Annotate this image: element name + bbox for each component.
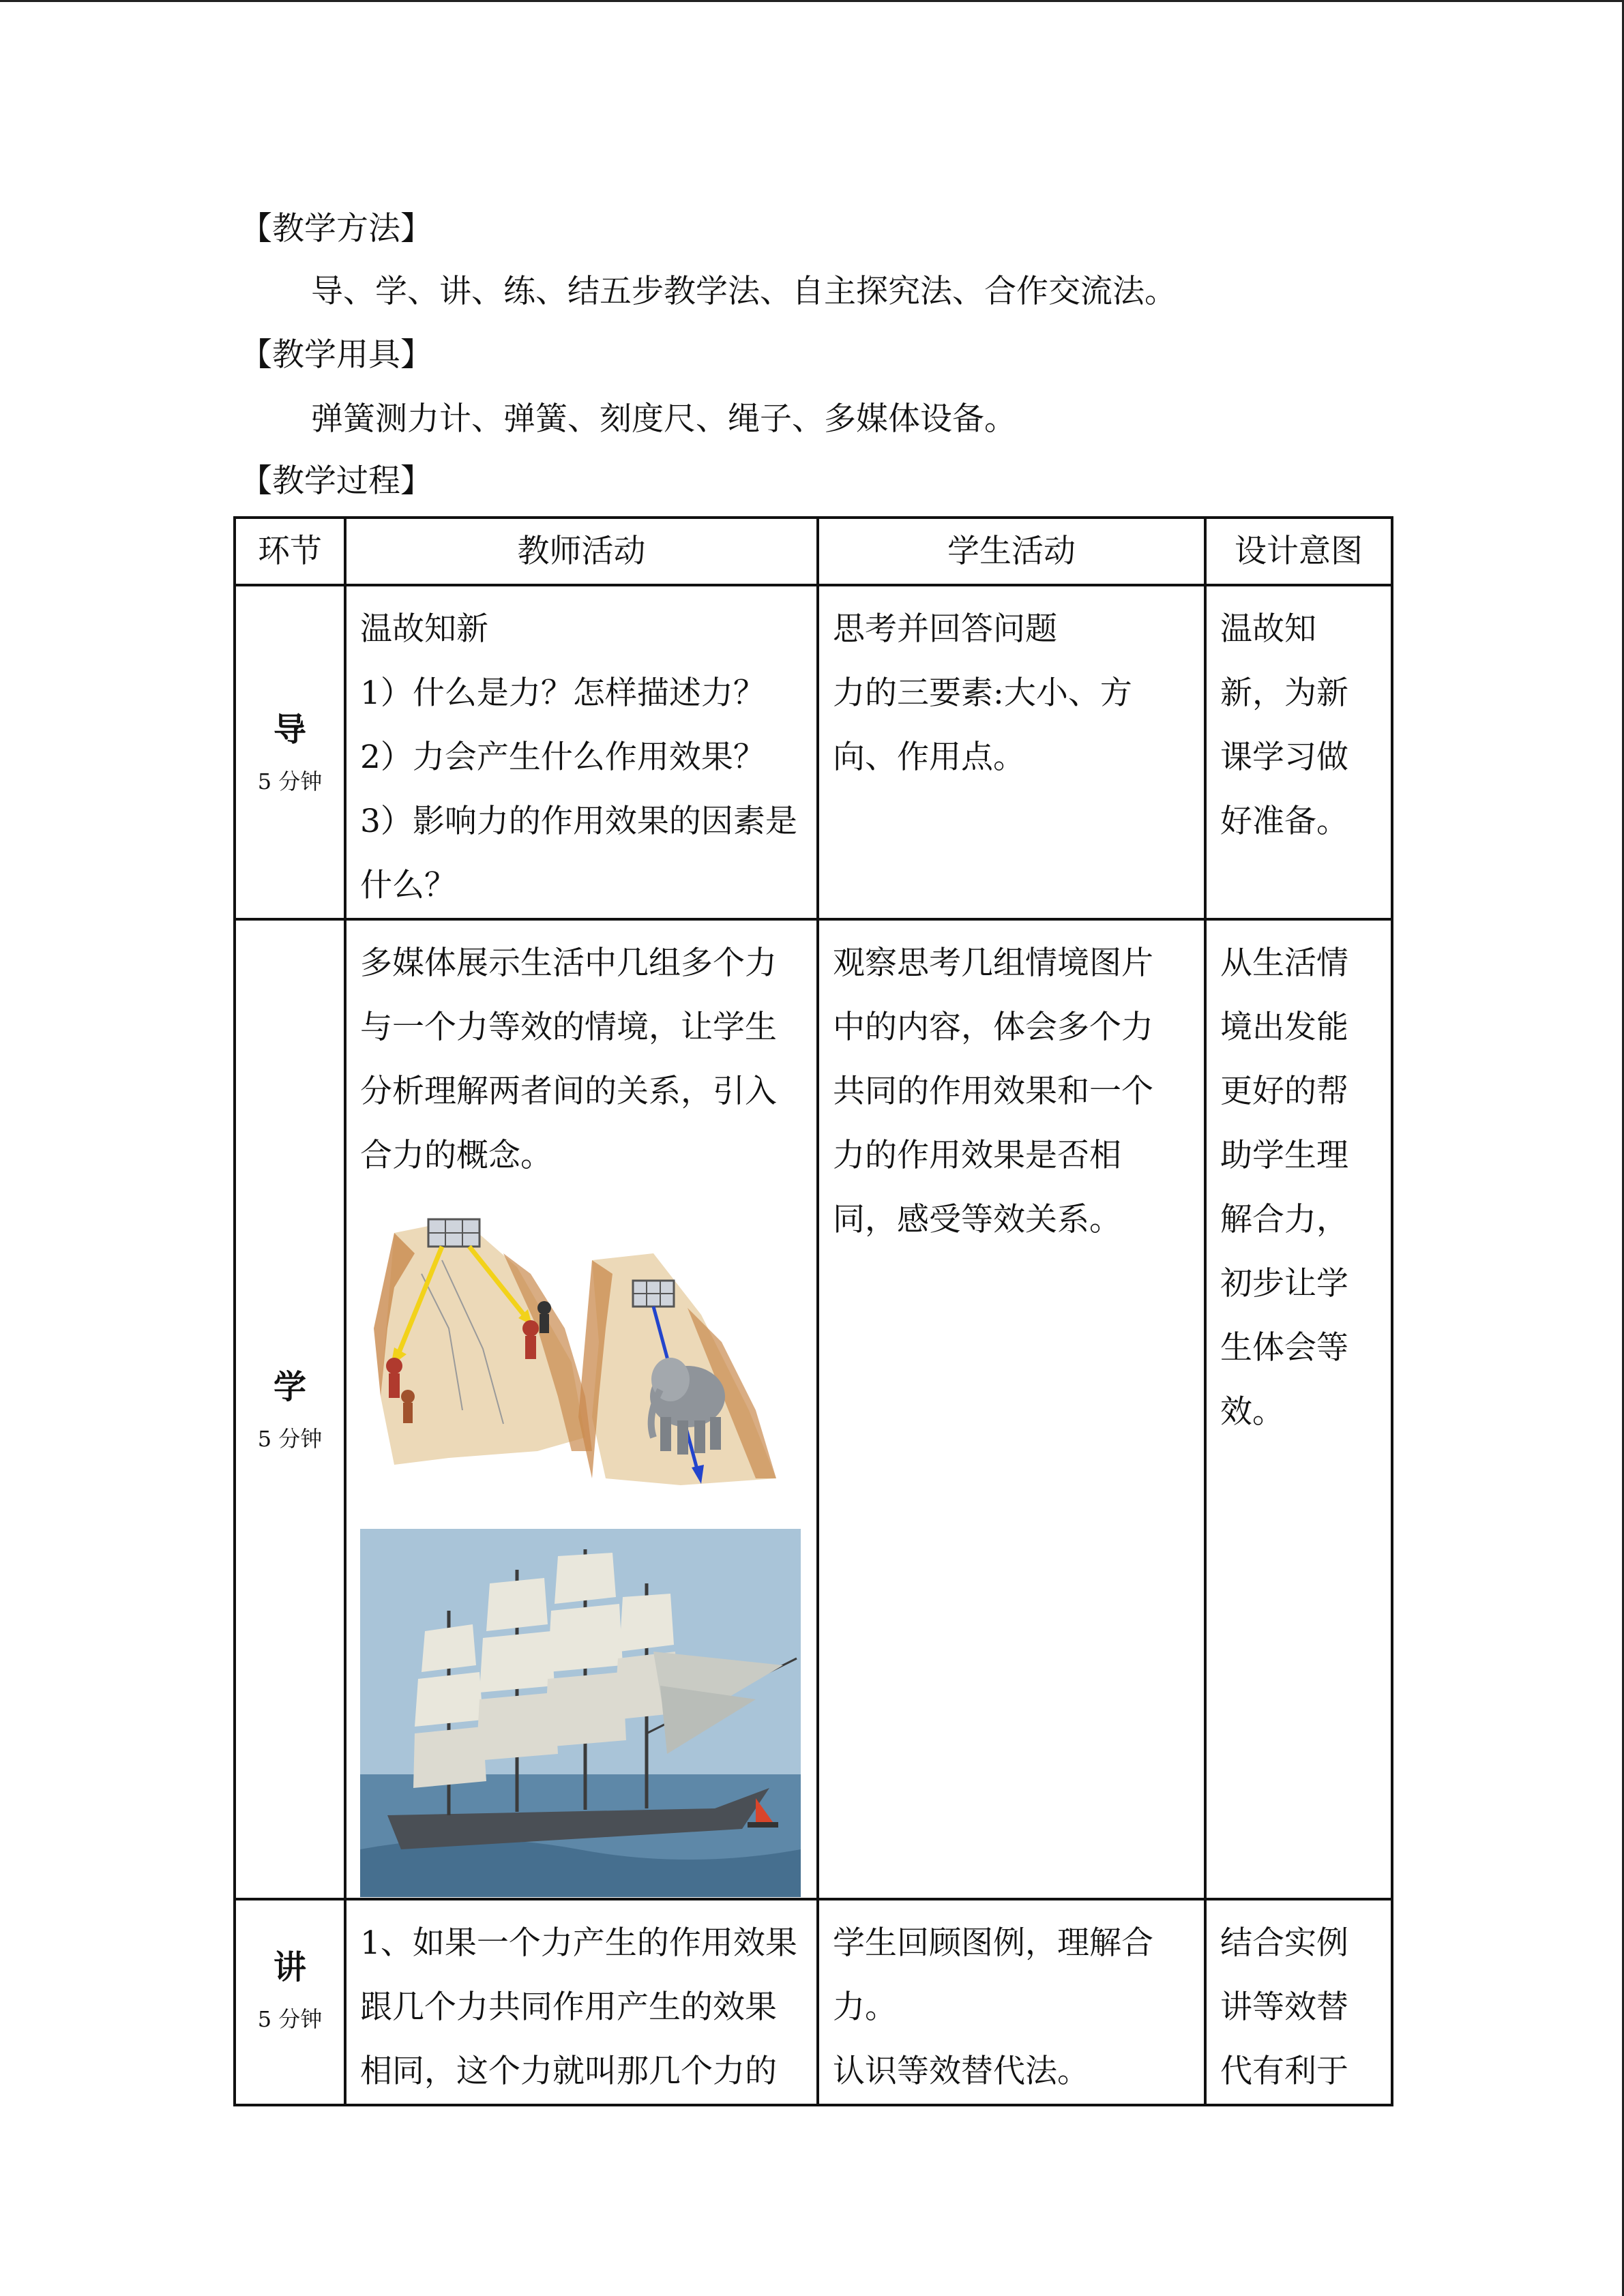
header-stage: 环节 [235,518,345,585]
design-intent-cell [1205,919,1392,1899]
intent-line: 解合力， [1220,1201,1348,1238]
methods-heading: 【教学方法】 [240,210,432,248]
student-line: 学生回顾图例，理解合 [833,1924,1153,1962]
teacher-line: 2）力会产生什么作用效果？ [360,739,765,776]
intent-line: 温故知 [1220,610,1316,648]
intent-line: 生体会等 [1220,1329,1348,1367]
teacher-activity-cell [345,919,818,1899]
intent-line: 助学生理 [1220,1137,1348,1174]
header-student-activity: 学生活动 [818,518,1205,585]
tools-text: 弹簧测力计、弹簧、刻度尺、绳子、多媒体设备。 [311,400,1016,438]
pulling-scene-illustration [367,1192,790,1506]
design-intent-cell [1205,585,1392,919]
teacher-line: 与一个力等效的情境，让学生 [360,1009,777,1046]
teacher-line: 1、如果一个力产生的作用效果 [360,1924,797,1962]
teacher-line: 跟几个力共同作用产生的效果 [360,1988,777,2026]
student-line: 向、作用点。 [833,739,1025,776]
student-line: 力。 [833,1988,897,2026]
teacher-line: 什么？ [360,867,456,904]
table-header-row [235,518,1392,585]
student-line: 认识等效替代法。 [833,2053,1089,2090]
lesson-process-table [233,516,1393,2106]
teacher-line: 3）影响力的作用效果的因素是 [360,803,797,840]
methods-text: 导、学、讲、练、结五步教学法、自主探究法、合作交流法。 [311,273,1177,310]
student-activity-cell [818,919,1205,1899]
design-intent-cell [1205,1899,1392,2105]
student-line: 力的三要素:大小、方 [833,674,1132,712]
table-row-dao [235,585,1392,919]
header-design-intent: 设计意图 [1205,518,1392,585]
intent-line: 讲等效替 [1220,1988,1348,2026]
sailing-ship-illustration [360,1529,801,1897]
student-activity-cell [818,585,1205,919]
student-line: 力的作用效果是否相 [833,1137,1121,1174]
intent-line: 从生活情 [1220,944,1348,982]
student-line: 同，感受等效关系。 [833,1201,1121,1238]
student-line: 共同的作用效果和一个 [833,1073,1153,1110]
table-row-xue [235,919,1392,1899]
teacher-line: 相同，这个力就叫那几个力的 [360,2053,777,2090]
stage-cell-jiang [235,1899,345,2105]
student-line: 思考并回答问题 [833,610,1057,648]
intent-line: 初步让学 [1220,1265,1348,1302]
teacher-line: 温故知新 [360,610,488,648]
stage-name: 导 [273,711,306,749]
intent-line: 境出发能 [1220,1009,1348,1046]
teacher-line: 分析理解两者间的关系，引入 [360,1073,777,1110]
teacher-line: 多媒体展示生活中几组多个力 [360,944,777,982]
tools-heading: 【教学用具】 [240,336,432,374]
stage-name: 讲 [273,1948,306,1986]
stage-time: 5 分钟 [257,2006,323,2032]
stage-cell-xue [235,919,345,1899]
teacher-line: 1）什么是力？怎样描述力？ [360,674,765,712]
stage-cell-dao [235,585,345,919]
stage-name: 学 [273,1367,306,1406]
intent-line: 更好的帮 [1220,1073,1348,1110]
process-heading: 【教学过程】 [240,462,432,500]
teacher-line: 合力的概念。 [360,1137,552,1174]
intent-line: 代有利于 [1220,2053,1348,2090]
intent-line: 新，为新 [1220,674,1348,712]
teacher-activity-cell [345,585,818,919]
table-row-jiang [235,1899,1392,2105]
page-top-border [0,0,1624,2]
stage-time: 5 分钟 [257,769,323,794]
student-line: 观察思考几组情境图片 [833,944,1153,982]
teacher-activity-cell [345,1899,818,2105]
header-teacher-activity: 教师活动 [345,518,818,585]
intent-line: 好准备。 [1220,803,1348,840]
student-line: 中的内容，体会多个力 [833,1009,1153,1046]
stage-time: 5 分钟 [257,1425,323,1452]
intent-line: 课学习做 [1220,739,1348,776]
student-activity-cell [818,1899,1205,2105]
intent-line: 效。 [1220,1393,1284,1431]
intent-line: 结合实例 [1220,1924,1348,1962]
